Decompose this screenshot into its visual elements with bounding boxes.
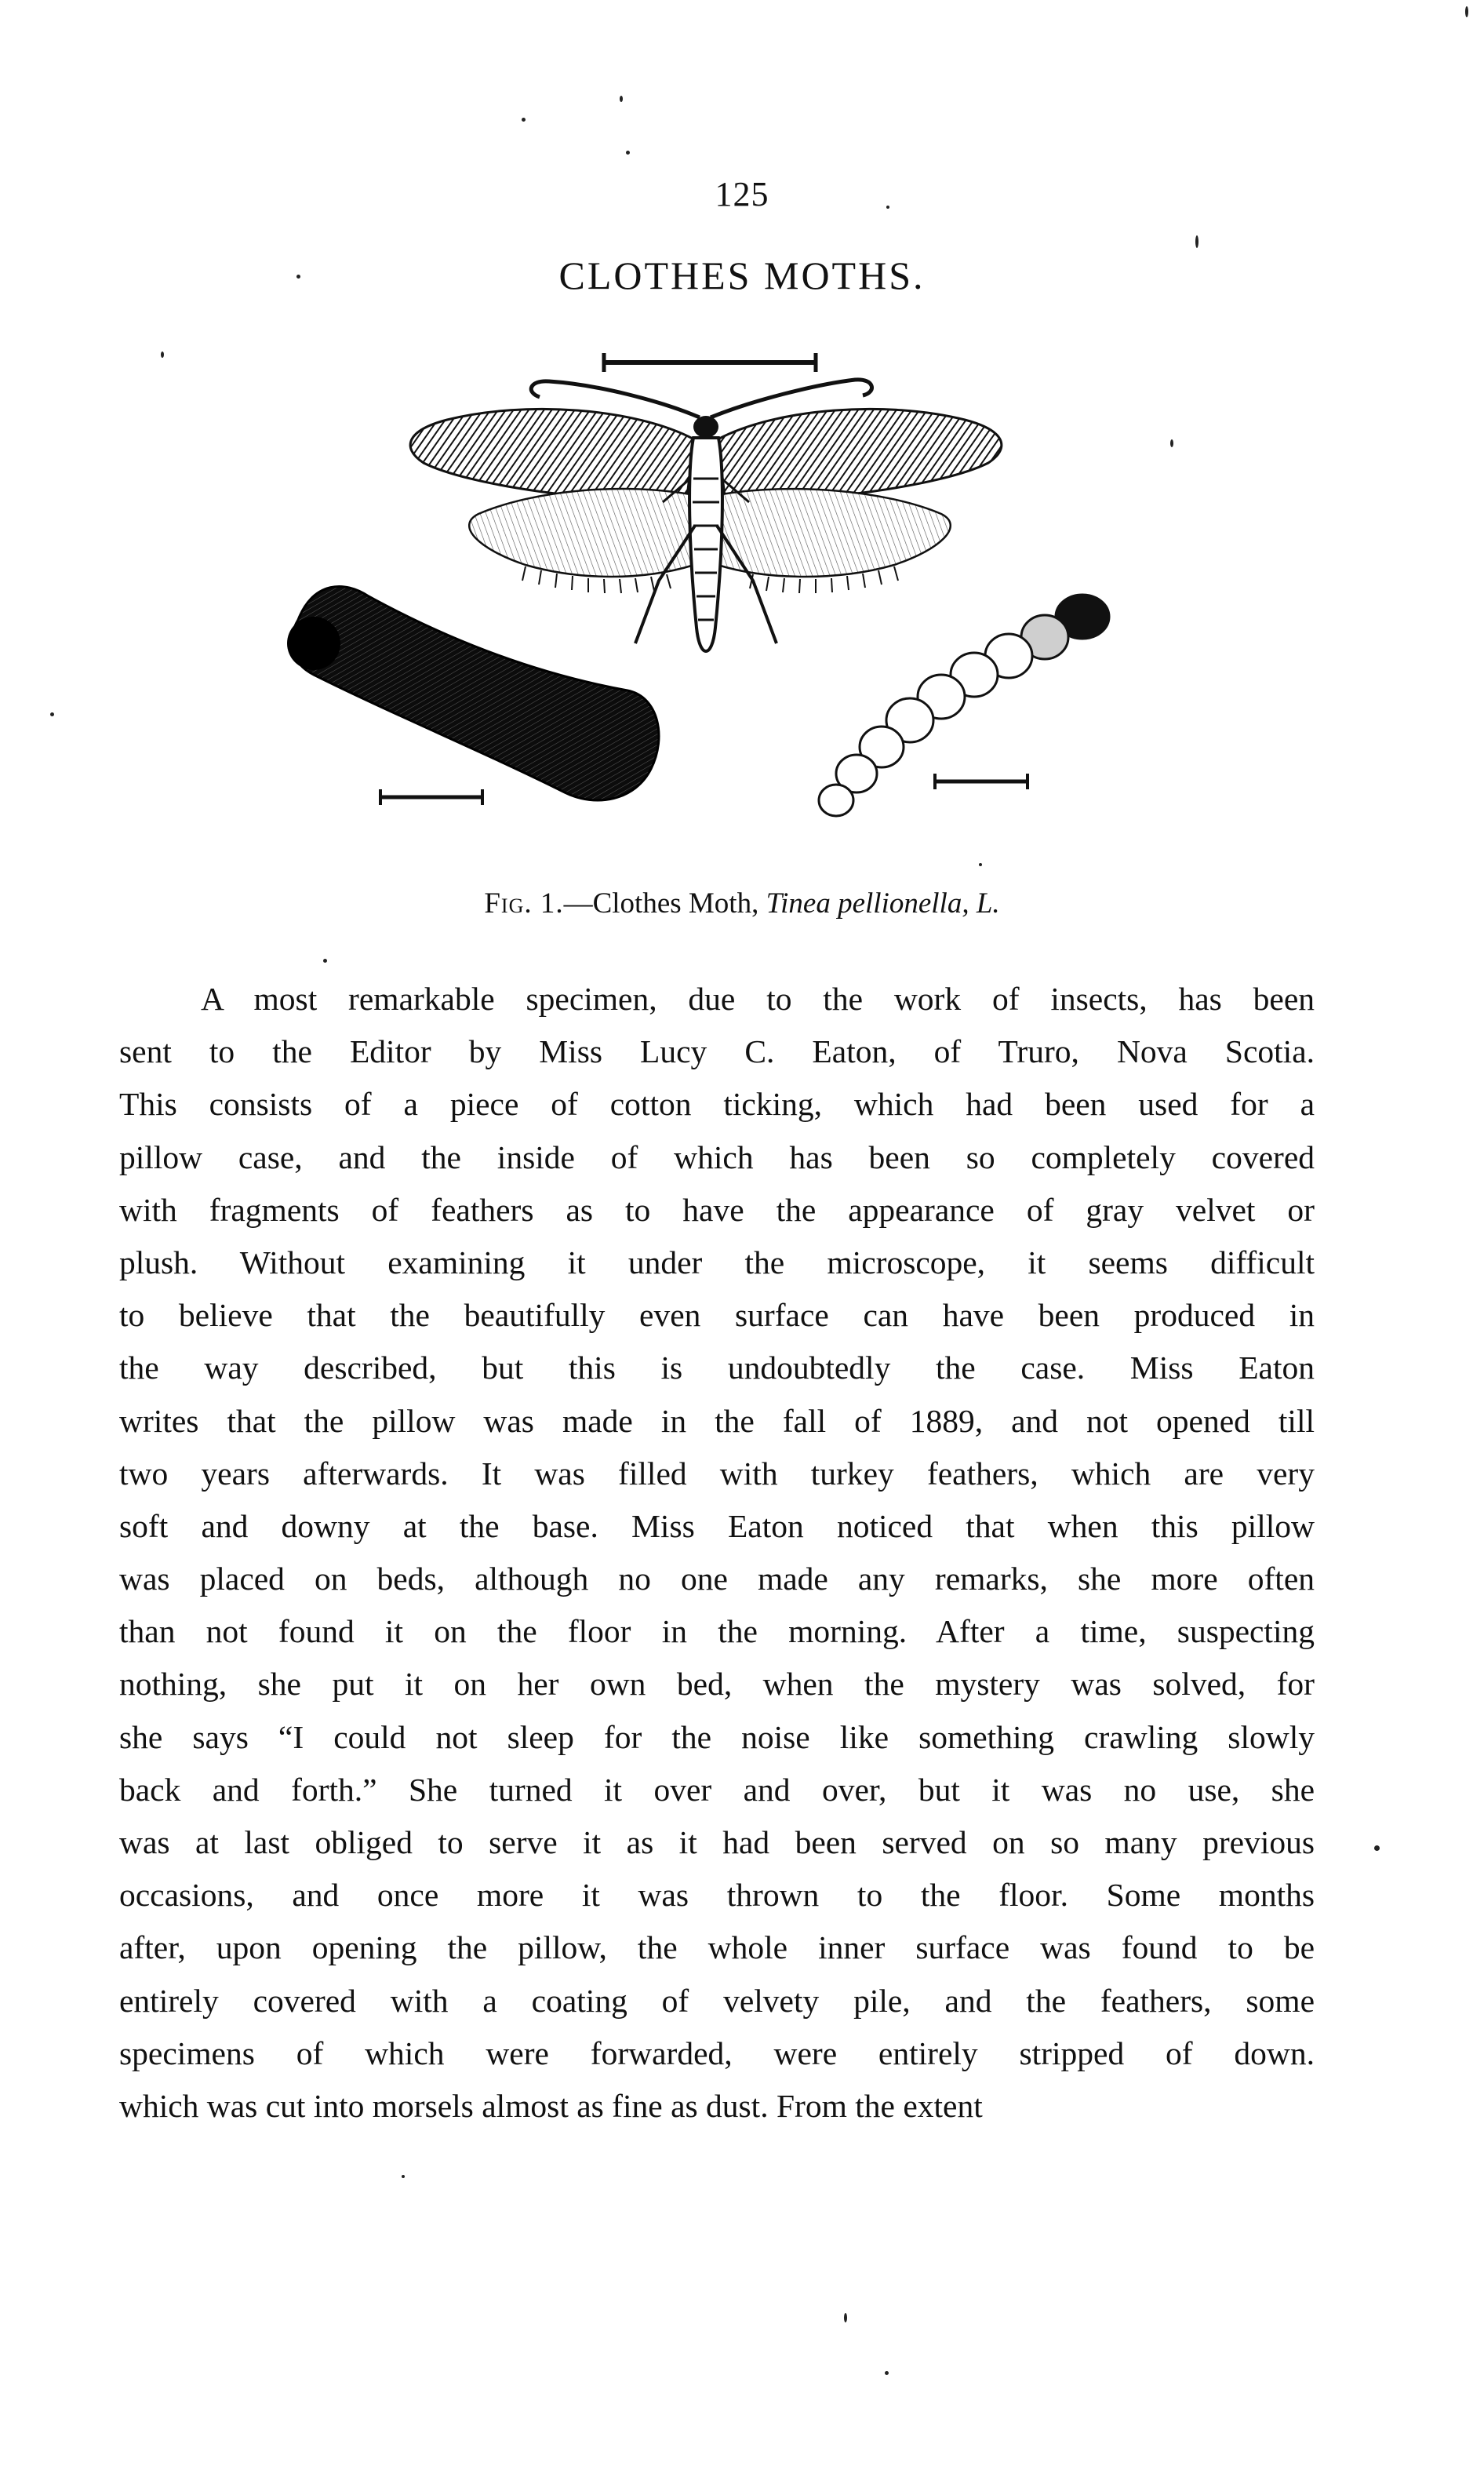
caption-fig-label: Fig. 1. (484, 887, 564, 920)
moth-figure (267, 345, 1177, 847)
speck (296, 275, 300, 279)
speck (1170, 439, 1173, 447)
speck (885, 2371, 889, 2375)
speck (522, 118, 526, 122)
speck (844, 2313, 847, 2322)
speck (402, 2175, 405, 2178)
text-line: than not found it on the floor in the morning. After a time, suspecting (119, 1613, 1315, 1650)
speck (1195, 235, 1198, 248)
speck (50, 712, 54, 716)
page-title: CLOTHES MOTHS. (558, 253, 926, 297)
text-line: sent to the Editor by Miss Lucy C. Eaton, of Truro, Nova Scotia. (119, 1033, 1315, 1070)
page-number: 125 (715, 175, 769, 213)
speck (1465, 6, 1468, 17)
speck (620, 96, 623, 102)
text-line: two years afterwards. It was filled with turkey feathers, which are very (119, 1455, 1315, 1492)
speck (886, 206, 889, 209)
speck (161, 352, 164, 358)
text-line: with fragments of feathers as to have the appearance of gray velvet or (119, 1191, 1315, 1228)
text-line: specimens of which were forwarded, were entirely stripped of down. (119, 2034, 1315, 2071)
larval-case (292, 587, 659, 800)
body-paragraph (119, 973, 1315, 2133)
text-line: she says “I could not sleep for the noise like something crawling slowly (119, 1718, 1315, 1755)
right-forewing (718, 409, 1002, 502)
speck (979, 863, 982, 866)
text-line: after, upon opening the pillow, the whole inner surface was found to be (119, 1929, 1315, 1966)
text-line: back and forth.” She turned it over and over, but it was no use, she (119, 1771, 1315, 1808)
text-line: nothing, she put it on her own bed, when the mystery was solved, for (119, 1666, 1315, 1703)
text-line: the way described, but this is undoubtedly the case. Miss Eaton (119, 1350, 1315, 1386)
text-line: entirely covered with a coating of velvety pile, and the feathers, some (119, 1982, 1315, 2019)
text-line: was at last obliged to serve it as it had been served on so many previous (119, 1824, 1315, 1860)
text-line: occasions, and once more it was thrown to the floor. Some months (119, 1877, 1315, 1914)
text-line: was placed on beds, although no one made any remarks, she more often (119, 1561, 1315, 1597)
text-line: to believe that the beautifully even surface can have been produced in (119, 1297, 1315, 1334)
caption-text: —Clothes Moth, (563, 887, 766, 920)
caption-species: Tinea pellionella, L. (766, 887, 1000, 920)
text-line: writes that the pillow was made in the fall of 1889, and not opened till (119, 1402, 1315, 1439)
speck (1374, 1845, 1380, 1851)
figure-caption (0, 887, 1484, 920)
text-line: This consists of a piece of cotton ticking, which had been used for a (119, 1086, 1315, 1123)
speck (323, 959, 327, 963)
text-line: plush. Without examining it under the microscope, it seems difficult (119, 1244, 1315, 1280)
speck (626, 151, 630, 155)
text-line: A most remarkable specimen, due to the work of insects, has been (201, 981, 1315, 1017)
text-line: pillow case, and the inside of which has been so completely covered (119, 1138, 1315, 1175)
moth-illustration (267, 345, 1177, 847)
text-line: which was cut into morsels almost as fine as dust. From the extent (119, 2087, 983, 2124)
text-line: soft and downy at the base. Miss Eaton noticed that when this pillow (119, 1507, 1315, 1544)
left-forewing (410, 409, 694, 502)
